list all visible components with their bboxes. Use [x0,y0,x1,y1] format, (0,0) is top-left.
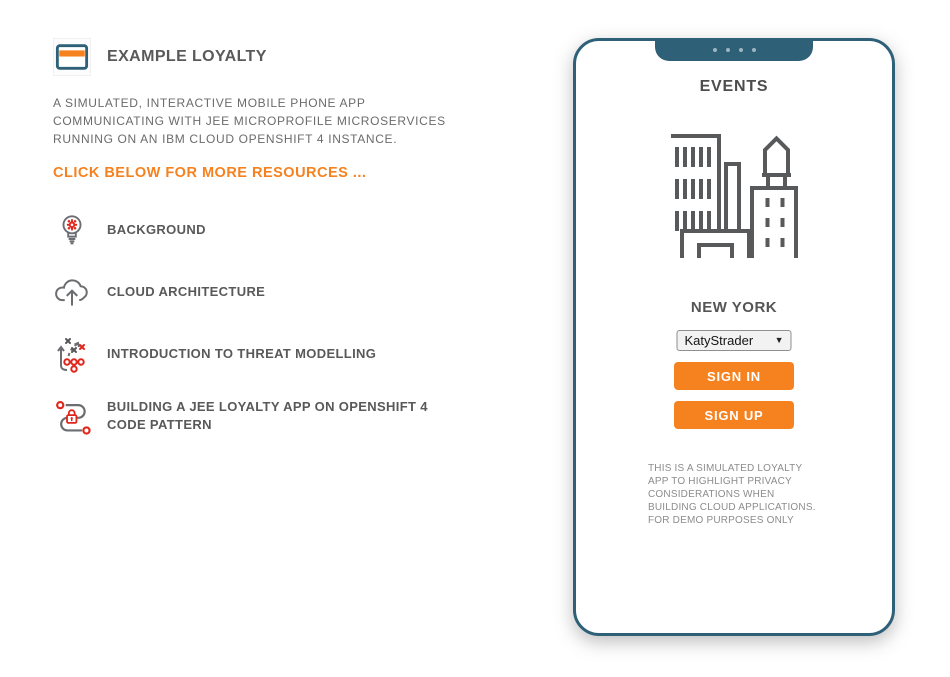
screen-title: EVENTS [699,78,769,95]
new-york-skyline-icon [669,133,799,264]
resource-label: BUILDING A JEE LOYALTY APP ON OPENSHIFT 4 CODE PATTERN [107,399,428,432]
city-label: NEW YORK [690,299,778,316]
loyalty-card-icon [55,42,89,72]
phone-notch [655,38,813,61]
more-resources-link[interactable]: CLICK BELOW FOR MORE RESOURCES ... [53,165,367,181]
resource-item-background[interactable] [53,211,488,249]
chevron-down-icon: ▼ [774,335,784,345]
sign-up-button[interactable]: SIGN UP [674,401,794,429]
resource-item-code-pattern[interactable] [53,397,488,435]
app-header [53,38,488,76]
app-description: A SIMULATED, INTERACTIVE MOBILE PHONE APP COMMUNICATING WITH JEE MICROPROFILE MICROSERVICES RUNNING ON AN IBM CLOUD OPENSHIFT 4 INSTANCE. [53,96,446,146]
resource-item-cloud-architecture[interactable] [53,273,488,311]
app-icon-tile [53,38,91,76]
resource-label: INTRODUCTION TO THREAT MODELLING [107,346,377,361]
page-title: EXAMPLE LOYALTY [107,48,267,65]
secure-route-lock-icon [53,397,91,435]
phone-mockup [573,38,895,636]
sign-in-button[interactable]: SIGN IN [674,362,794,390]
notch-dot [752,48,756,52]
resource-label: CLOUD ARCHITECTURE [107,284,266,299]
resource-item-threat-modelling[interactable] [53,335,488,373]
notch-dot [726,48,730,52]
notch-dot [713,48,717,52]
lightbulb-gear-icon [53,211,91,249]
user-dropdown[interactable] [677,330,792,351]
resource-label: BACKGROUND [107,222,206,237]
disclaimer-text: THIS IS A SIMULATED LOYALTY APP TO HIGHLIGHT PRIVACY CONSIDERATIONS WHEN BUILDING CLOUD APPLICATIONS. FOR DEMO PURPOSES ONLY [648,463,816,526]
notch-dot [739,48,743,52]
user-dropdown-value: KatyStrader [684,333,754,348]
cloud-upload-icon [53,273,91,311]
info-panel [53,38,488,459]
strategy-playbook-icon [53,335,91,373]
